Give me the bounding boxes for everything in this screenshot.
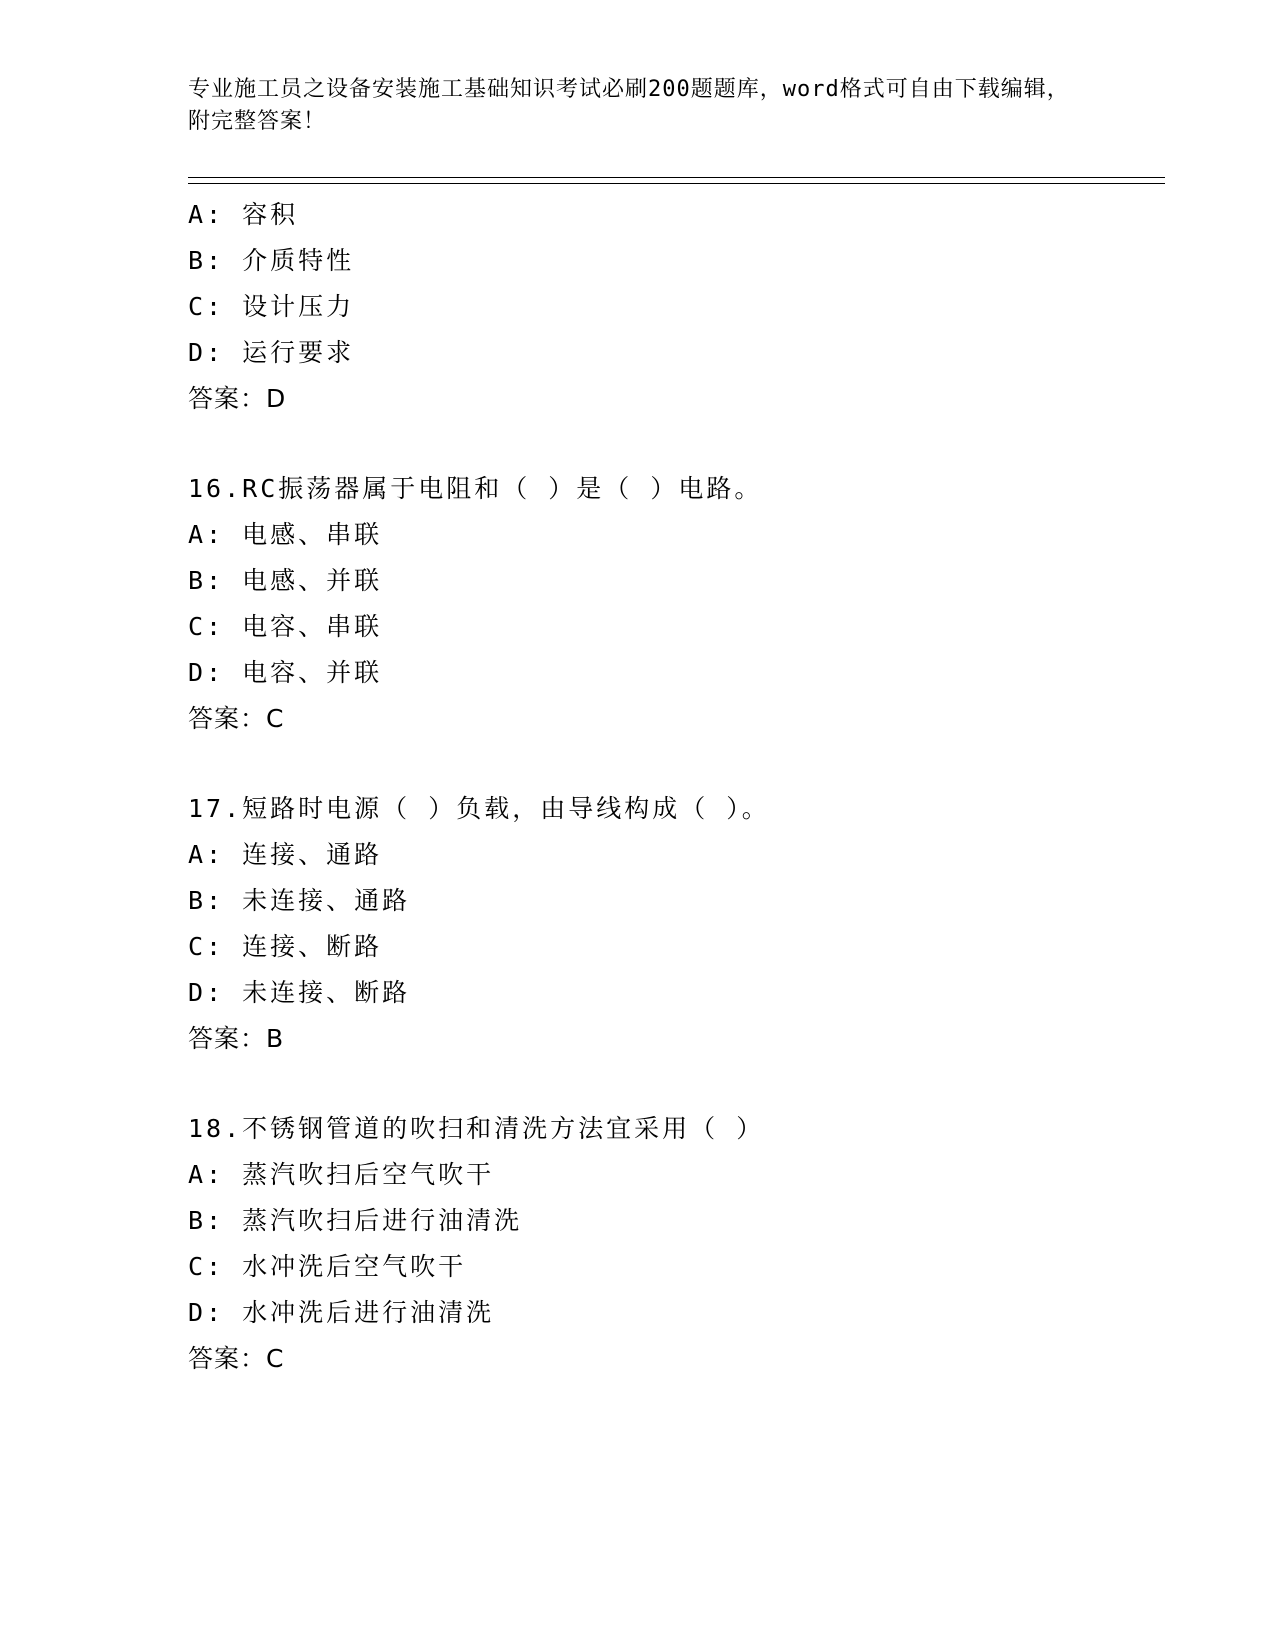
option-b: B: 电感、并联 xyxy=(188,566,383,595)
option-c: C: 电容、串联 xyxy=(188,612,383,641)
option-c: C: 连接、断路 xyxy=(188,932,383,961)
option-b: B: 介质特性 xyxy=(188,246,355,275)
option-c: C: 设计压力 xyxy=(188,292,355,321)
option-c: C: 水冲洗后空气吹干 xyxy=(188,1252,467,1281)
answer-label: 答案：C xyxy=(188,1344,285,1373)
question-block-18 xyxy=(188,1106,1165,1382)
question-text: 18.不锈钢管道的吹扫和清洗方法宜采用（ ） xyxy=(188,1114,765,1143)
option-a: A: 蒸汽吹扫后空气吹干 xyxy=(188,1160,495,1189)
option-d: D: 未连接、断路 xyxy=(188,978,411,1007)
question-text: 16.RC振荡器属于电阻和（ ）是（ ）电路。 xyxy=(188,474,763,503)
option-b: B: 蒸汽吹扫后进行油清洗 xyxy=(188,1206,523,1235)
option-b: B: 未连接、通路 xyxy=(188,886,411,915)
option-d: D: 水冲洗后进行油清洗 xyxy=(188,1298,495,1327)
option-d: D: 电容、并联 xyxy=(188,658,383,687)
option-a: A: 容积 xyxy=(188,200,299,229)
option-a: A: 连接、通路 xyxy=(188,840,383,869)
option-a: A: 电感、串联 xyxy=(188,520,383,549)
question-text: 17.短路时电源（ ）负载，由导线构成（ ）。 xyxy=(188,794,770,823)
question-block-17 xyxy=(188,786,1165,1062)
question-list xyxy=(188,192,1165,1382)
answer-label: 答案：D xyxy=(188,384,287,413)
option-d: D: 运行要求 xyxy=(188,338,355,367)
answer-label: 答案：C xyxy=(188,704,285,733)
question-block-16 xyxy=(188,466,1165,742)
question-block-15 xyxy=(188,192,1165,422)
answer-label: 答案：B xyxy=(188,1024,285,1053)
header-divider-top xyxy=(188,177,1165,178)
header-divider-bottom xyxy=(188,183,1165,184)
document-header: 专业施工员之设备安装施工基础知识考试必刷200题题库，word格式可自由下载编辑，附完整答案！ xyxy=(188,77,1070,134)
